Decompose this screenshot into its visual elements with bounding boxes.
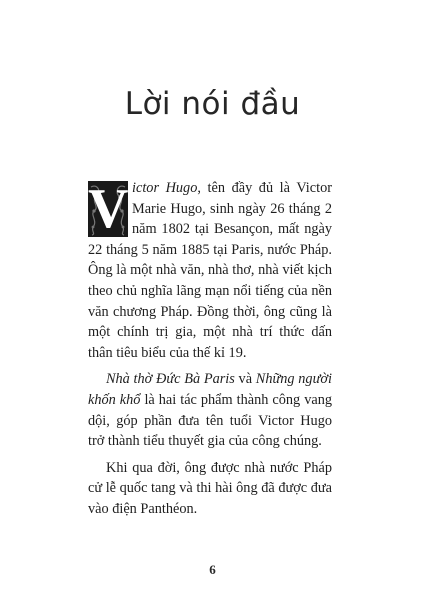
work-title-2: Những người khốn khổ — [88, 371, 332, 408]
paragraph-death — [88, 458, 332, 520]
paragraph-intro-text: , tên đầy đủ là Victor Marie Hugo, sinh ngày 26 tháng 2 năm 1802 tại Besançon, mất ngày 22 tháng 5 năm 1885 tại Paris, nước Pháp. Ông là một nhà văn, nhà thơ, nhà viết kịch theo chủ nghĩa lãng mạn nổi tiếng của nền văn chương Pháp. Đồng thời, ông cũng là một chính trị gia, một nhà trí thức dấn thân tiêu biểu của thế kỉ 19. — [88, 180, 332, 361]
work-title-1: Nhà thờ Đức Bà Paris — [106, 371, 235, 388]
decorative-dropcap — [88, 181, 128, 237]
paragraph-intro — [88, 178, 332, 363]
dropcap-letter: V — [88, 181, 128, 237]
paragraph-works-text: là hai tác phẩm thành công vang dội, góp phần đưa tên tuổi Victor Hugo trở thành tiểu thuyết gia của công chúng. — [88, 391, 332, 450]
connector-text: và — [234, 371, 256, 388]
paragraph-death-text: Khi qua đời, ông được nhà nước Pháp cử lễ quốc tang và thi hài ông đã được đưa vào điện Panthéon. — [88, 459, 332, 517]
page-number: 6 — [209, 562, 216, 577]
author-name: ictor Hugo — [132, 180, 198, 196]
page-title: Lời nói đầu — [124, 86, 301, 122]
body-text — [88, 178, 332, 520]
paragraph-works — [88, 369, 332, 451]
